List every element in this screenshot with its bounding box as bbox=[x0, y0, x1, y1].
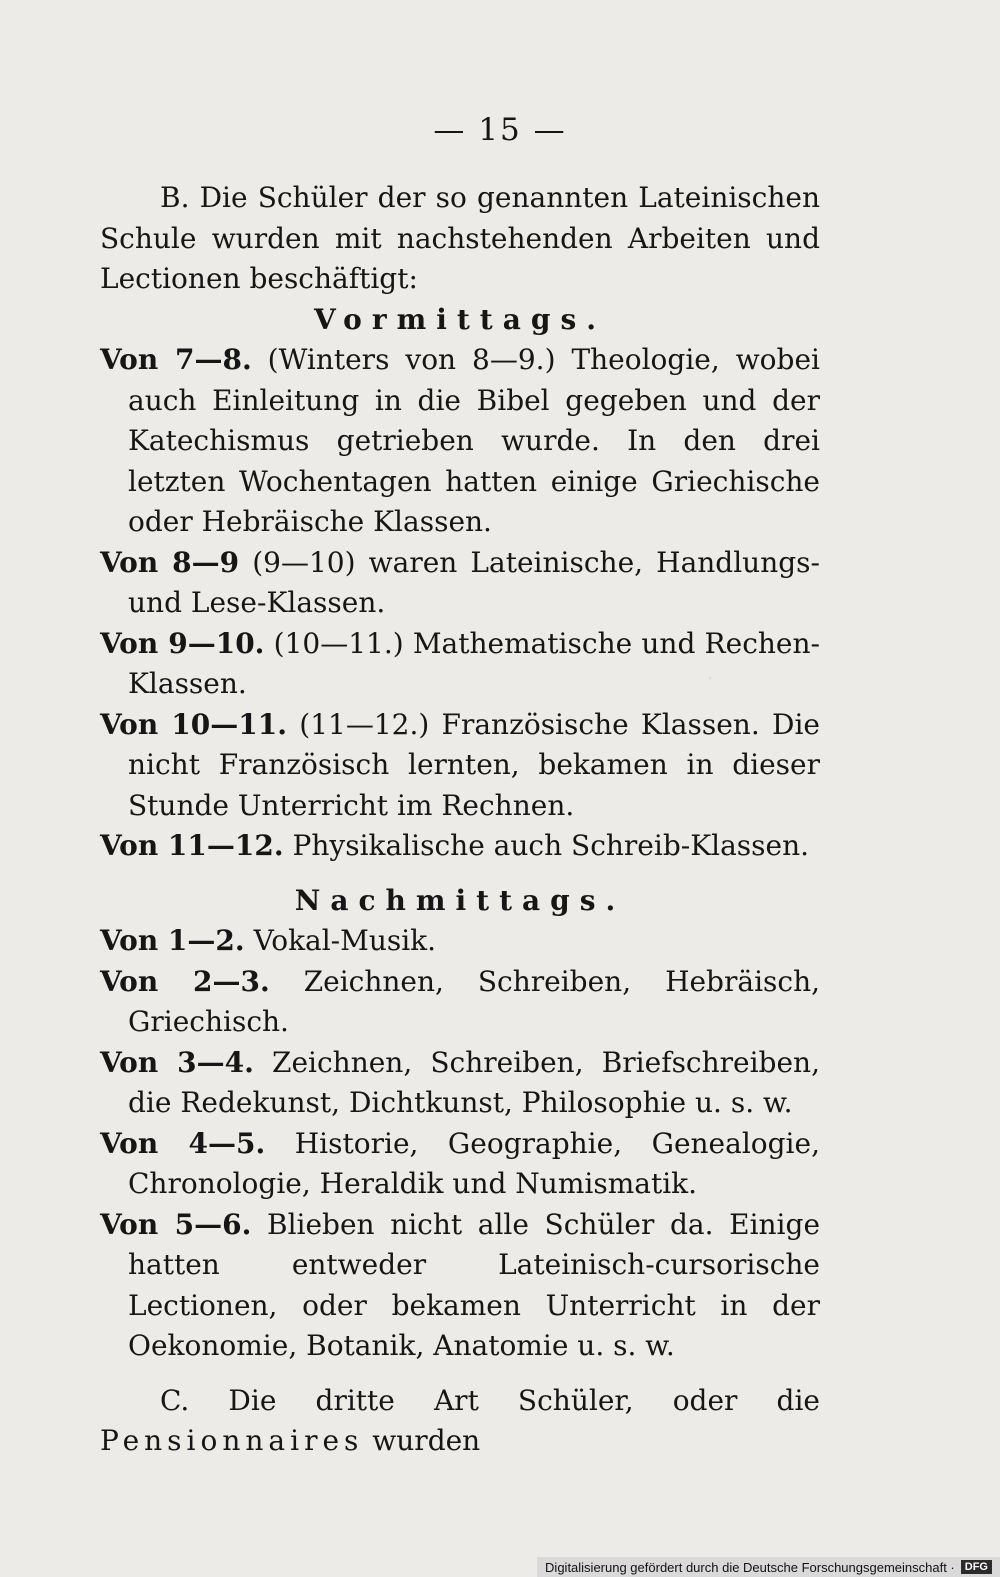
schedule-entry bbox=[100, 1043, 820, 1124]
entry-time: Von 7—8. bbox=[100, 343, 252, 376]
section-gap bbox=[100, 1367, 820, 1381]
entry-text: Blieben nicht alle Schüler da. Einige hatten entweder Lateinisch-cursorische Lectionen, oder bekamen Unterricht in der Oekonomie, Botanik, Anatomie u. s. w. bbox=[128, 1207, 821, 1362]
entry-time: Von 11—12. bbox=[100, 829, 284, 862]
intro-paragraph: B. Die Schüler der so genannten Lateinischen Schule wurden mit nachstehenden Arbeiten und Lectionen beschäftigt: bbox=[100, 181, 820, 295]
page-body bbox=[100, 178, 820, 1462]
closing-paragraph bbox=[100, 1381, 820, 1462]
schedule-entry bbox=[100, 543, 820, 624]
entry-text: (10—11.) Mathematische und Rechen-Klassen. bbox=[128, 626, 820, 700]
afternoon-heading: Nachmittags. bbox=[294, 883, 626, 917]
entry-time: Von 9—10. bbox=[100, 626, 265, 660]
schedule-entry bbox=[100, 705, 820, 827]
entry-text: (Winters von 8—9.) Theologie, wobei auch Einleitung in die Bibel gegeben und der Katechismus getrieben wurde. In den drei letzten Wochentagen hatten einige Griechische oder Hebräische Klassen. bbox=[128, 343, 820, 538]
schedule-entry bbox=[100, 1205, 820, 1367]
morning-heading: Vormittags. bbox=[314, 302, 606, 336]
schedule-entry bbox=[100, 340, 820, 543]
entry-time: Von 3—4. bbox=[100, 1045, 254, 1079]
schedule-entry bbox=[100, 1124, 820, 1205]
page-number: — 15 — bbox=[433, 112, 567, 148]
entry-time: Von 4—5. bbox=[100, 1126, 266, 1160]
closing-prefix: C. Die dritte Art Schüler, oder die bbox=[160, 1383, 820, 1417]
entry-time: Von 10—11. bbox=[100, 707, 287, 741]
entry-text: Vokal-Musik. bbox=[253, 924, 437, 957]
entry-time: Von 8—9 bbox=[100, 545, 240, 579]
entry-text: Zeichnen, Schreiben, Hebräisch, Griechisch. bbox=[128, 964, 821, 1038]
schedule-entry bbox=[100, 962, 820, 1043]
entry-time: Von 5—6. bbox=[100, 1207, 252, 1241]
entry-text: Zeichnen, Schreiben, Briefschreiben, die Redekunst, Dichtkunst, Philosophie u. s. w. bbox=[128, 1045, 820, 1119]
section-gap bbox=[100, 867, 820, 881]
entry-text: Physikalische auch Schreib-Klassen. bbox=[292, 829, 810, 862]
entry-text: (11—12.) Französische Klassen. Die nicht Französisch lernten, bekamen in dieser Stunde Unterricht im Rechnen. bbox=[128, 707, 820, 822]
digitization-footer bbox=[537, 1557, 1000, 1577]
entry-time: Von 2—3. bbox=[100, 964, 270, 998]
entry-text: (9—10) waren Lateinische, Handlungs- und Lese-Klassen. bbox=[128, 545, 820, 619]
closing-suffix: wurden bbox=[363, 1424, 481, 1457]
entry-time: Von 1—2. bbox=[100, 924, 245, 957]
schedule-entry bbox=[100, 826, 820, 867]
entry-text: Historie, Geographie, Genealogie, Chronologie, Heraldik und Numismatik. bbox=[128, 1126, 820, 1200]
closing-spaced-word: Pensionnaires bbox=[100, 1424, 364, 1457]
schedule-entry bbox=[100, 624, 820, 705]
dfg-logo-icon: DFG bbox=[961, 1560, 992, 1574]
schedule-entry bbox=[100, 921, 820, 962]
footer-text: Digitalisierung gefördert durch die Deutsche Forschungsgemeinschaft · bbox=[545, 1559, 955, 1575]
